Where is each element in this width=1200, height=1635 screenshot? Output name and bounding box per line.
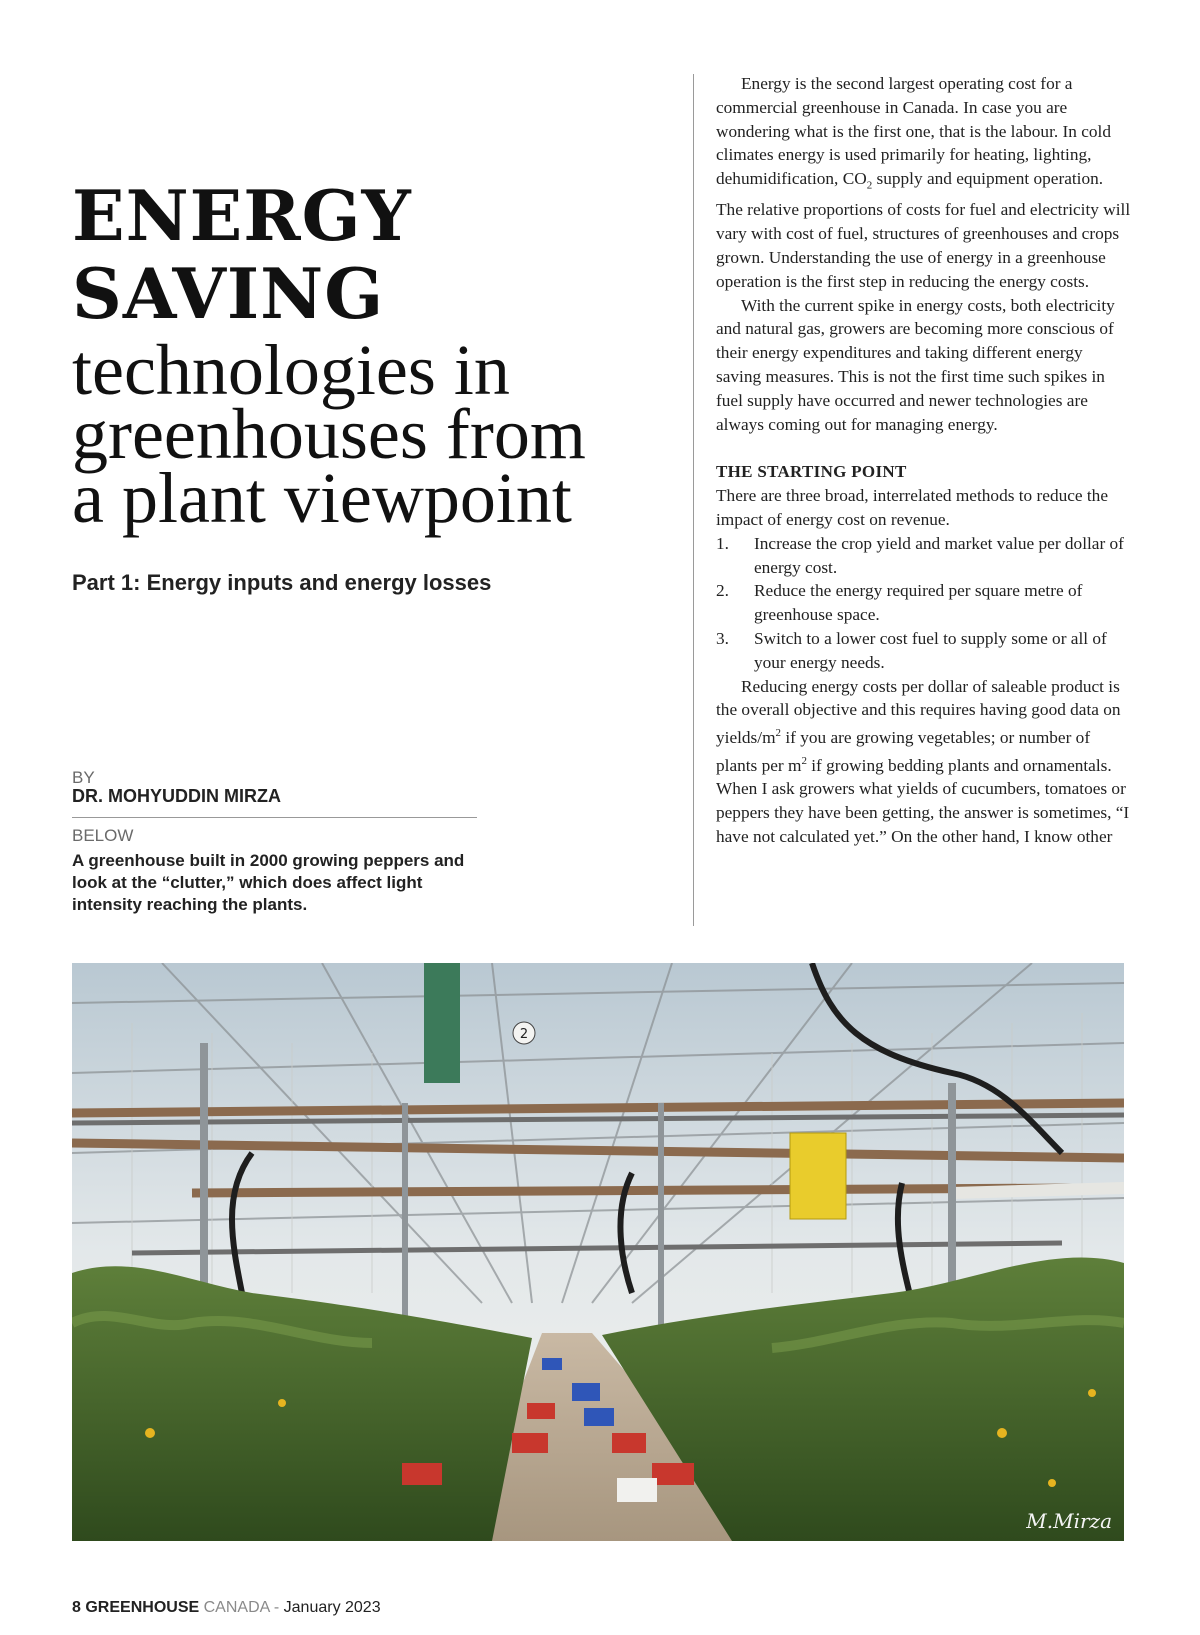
- photo-caption: A greenhouse built in 2000 growing peppers and look at the “clutter,” which does affect light intensity reaching the plants.: [72, 851, 465, 914]
- byline-label: BY: [72, 768, 95, 787]
- list-item: [716, 532, 1132, 580]
- headline-light-line2: greenhouses from: [72, 394, 586, 474]
- body-paragraph-4-part-a: Reducing energy costs per dollar of saleable product is the overall objective and this requires having good data on yields/m: [716, 676, 1121, 747]
- photographer-signature: M.Mirza: [1026, 1509, 1112, 1533]
- list-item-number: 2.: [716, 581, 729, 601]
- body-paragraph-4: [716, 675, 1132, 849]
- list-item: [716, 627, 1132, 675]
- body-paragraph-3: There are three broad, interrelated methods to reduce the impact of energy cost on revenue.: [716, 486, 1108, 529]
- headline-light-line3: a plant viewpoint: [72, 458, 572, 538]
- list-item-text: Increase the crop yield and market value per dollar of energy cost.: [754, 533, 1124, 577]
- list-item-text: Switch to a lower cost fuel to supply some or all of your energy needs.: [754, 628, 1107, 672]
- magazine-name-part2: CANADA: [203, 1599, 270, 1616]
- body-paragraph-1: [716, 72, 1132, 294]
- headline-bold-line1: ENERGY: [72, 176, 412, 257]
- section-heading: THE STARTING POINT: [716, 462, 907, 482]
- greenhouse-illustration: [72, 963, 1124, 1541]
- byline-divider: [72, 817, 477, 818]
- caption-label: BELOW: [72, 826, 134, 845]
- headline-bold: [72, 178, 632, 334]
- byline-author: DR. MOHYUDDIN MIRZA: [72, 786, 281, 806]
- co2-subscript: 2: [866, 179, 873, 192]
- greenhouse-photo: [72, 963, 1124, 1541]
- article-body: [716, 72, 1132, 849]
- list-item: [716, 579, 1132, 627]
- footer-separator: -: [273, 1599, 280, 1616]
- superscript-squared: 2: [775, 727, 782, 740]
- article-subtitle: Part 1: Energy inputs and energy losses: [72, 570, 492, 595]
- headline-light: [72, 330, 652, 538]
- issue-date: January 2023: [283, 1599, 381, 1616]
- superscript-squared: 2: [801, 754, 807, 767]
- headline-light-line1: technologies in: [72, 330, 510, 410]
- list-item-number: 3.: [716, 628, 729, 648]
- headline-bold-line2: SAVING: [72, 254, 385, 335]
- body-paragraph-1-part-a: Energy is the second largest operating cost for a commercial greenhouse in Canada. In case you are wondering what is the first one, that is the labour. In cold climates energy is used primarily for heating, lighting, dehumidification, CO: [716, 74, 1111, 189]
- body-paragraph-4-part-c: if growing bedding plants and ornamentals. When I ask growers what yields of cucumbers, tomatoes or peppers they have been getting, the answer is sometimes, “I have not calculated yet.” On the other hand, I know other: [716, 755, 1130, 846]
- page-number: 8: [72, 1599, 81, 1616]
- list-item-text: Reduce the energy required per square metre of greenhouse space.: [754, 581, 1083, 625]
- body-paragraph-2: With the current spike in energy costs, both electricity and natural gas, growers are becoming more conscious of their energy expenditures and taking different energy saving measures. This is not the first time such spikes in fuel supply have occurred and newer technologies are always coming out for managing energy.: [716, 295, 1115, 434]
- magazine-name-part1: GREENHOUSE: [85, 1599, 200, 1616]
- column-divider: [693, 74, 694, 926]
- row-number-sign: 2: [519, 1027, 529, 1042]
- list-item-number: 1.: [716, 533, 729, 553]
- body-paragraph-1-part-b: supply and equipment operation. The relative proportions of costs for fuel and electricity will vary with cost of fuel, structures of greenhouses and crops grown. Understanding the use of energy in a greenhouse operation is the first step in reducing the energy costs.: [716, 169, 1131, 291]
- page-footer: [72, 1599, 381, 1617]
- body-paragraph-4-part-b: if you are growing vegetables; or number of plants per m: [716, 727, 1091, 775]
